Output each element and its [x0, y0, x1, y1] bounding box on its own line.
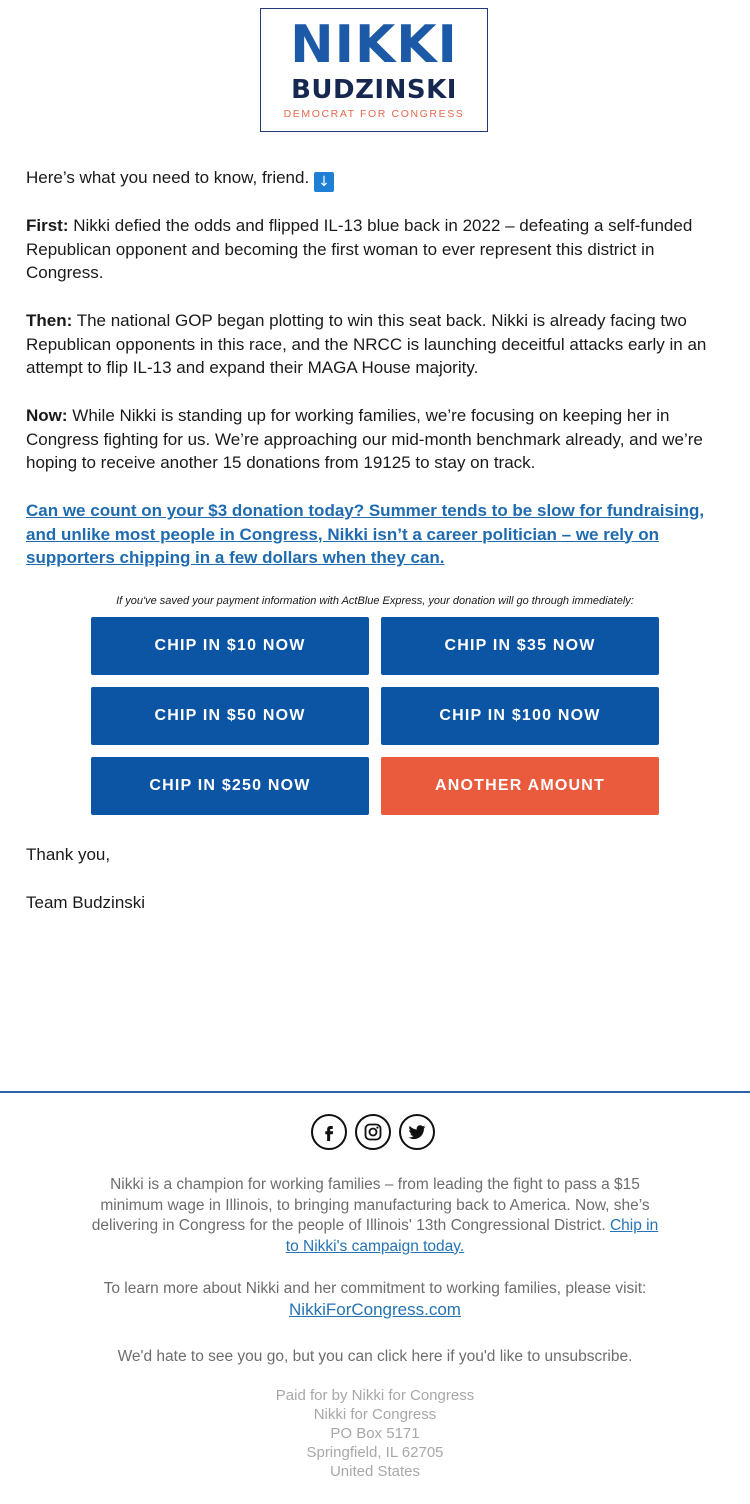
logo-tagline: DEMOCRAT FOR CONGRESS — [283, 108, 465, 120]
first-label: First: — [26, 216, 69, 235]
another-amount-button[interactable]: ANOTHER AMOUNT — [381, 757, 659, 815]
address-org: Nikki for Congress — [313, 1406, 437, 1423]
footer-about — [90, 1175, 660, 1257]
closing-thanks: Thank you, — [26, 845, 111, 864]
paid-for-by: Paid for by Nikki for Congress — [275, 1387, 475, 1404]
chip-in-100-button[interactable]: CHIP IN $100 NOW — [381, 687, 659, 745]
now-paragraph — [26, 404, 716, 475]
campaign-logo — [260, 8, 488, 132]
now-text: While Nikki is standing up for working families, we’re focusing on keeping her in Congress fighting for us. We’re approaching our mid-month benchmark already, and we’re hoping to receive another 15 donations from 19125 to stay on track. — [26, 406, 703, 472]
first-paragraph — [26, 214, 716, 285]
twitter-icon[interactable] — [399, 1114, 435, 1150]
then-text: The national GOP began plotting to win this seat back. Nikki is already facing two Republican opponents in this race, and the NRCC is launching deceitful attacks early in an attempt to flip IL-13 and expand their MAGA House majority. — [26, 311, 707, 377]
greeting-text: Here’s what you need to know, friend. — [26, 168, 310, 187]
cta-paragraph — [26, 499, 716, 570]
cta-donate-link[interactable]: Can we count on your $3 donation today? Summer tends to be slow for fundraising, and unlike most people in Congress, Nikki isn’t a career politician – we rely on supporters chipping in a few dollars when they can. — [26, 501, 705, 567]
actblue-note: If you've saved your payment information with ActBlue Express, your donation will go through immediately: — [116, 595, 634, 607]
chip-in-250-button[interactable]: CHIP IN $250 NOW — [91, 757, 369, 815]
first-text: Nikki defied the odds and flipped IL-13 blue back in 2022 – defeating a self-funded Republican opponent and becoming the first woman to ever represent this district in Congress. — [26, 216, 693, 282]
chip-in-35-button[interactable]: CHIP IN $35 NOW — [381, 617, 659, 675]
address-po-box: PO Box 5171 — [330, 1425, 420, 1442]
then-paragraph — [26, 309, 716, 380]
then-label: Then: — [26, 311, 73, 330]
address-country: United States — [329, 1463, 421, 1480]
unsubscribe-link[interactable]: We'd hate to see you go, but you can click here if you'd like to unsubscribe. — [117, 1348, 633, 1365]
footer-divider — [0, 1091, 750, 1093]
address-city: Springfield, IL 62705 — [306, 1444, 444, 1461]
logo-last-name: BUDZINSKI — [291, 75, 457, 105]
logo-first-name: NIKKI — [290, 15, 458, 75]
chip-in-10-button[interactable]: CHIP IN $10 NOW — [91, 617, 369, 675]
facebook-icon[interactable] — [311, 1114, 347, 1150]
now-label: Now: — [26, 406, 68, 425]
instagram-icon[interactable] — [355, 1114, 391, 1150]
footer-learn-more — [90, 1279, 660, 1321]
website-link[interactable]: NikkiForCongress.com — [289, 1299, 461, 1319]
footer-about-text: Nikki is a champion for working families – from leading the fight to pass a $15 minimum wage in Illinois, to bringing manufacturing back to America. Now, she’s delivering in Congress for the people of Illinois' 13th Congressional District. — [91, 1176, 650, 1234]
greeting-paragraph — [26, 166, 716, 192]
closing-signature: Team Budzinski — [26, 893, 146, 912]
footer-chip-in-link[interactable]: Chip in to Nikki's campaign today. — [285, 1217, 659, 1255]
chip-in-50-button[interactable]: CHIP IN $50 NOW — [91, 687, 369, 745]
down-arrow-icon: ↓ — [314, 172, 334, 192]
footer-learn-text: To learn more about Nikki and her commitment to working families, please visit: — [103, 1280, 647, 1297]
